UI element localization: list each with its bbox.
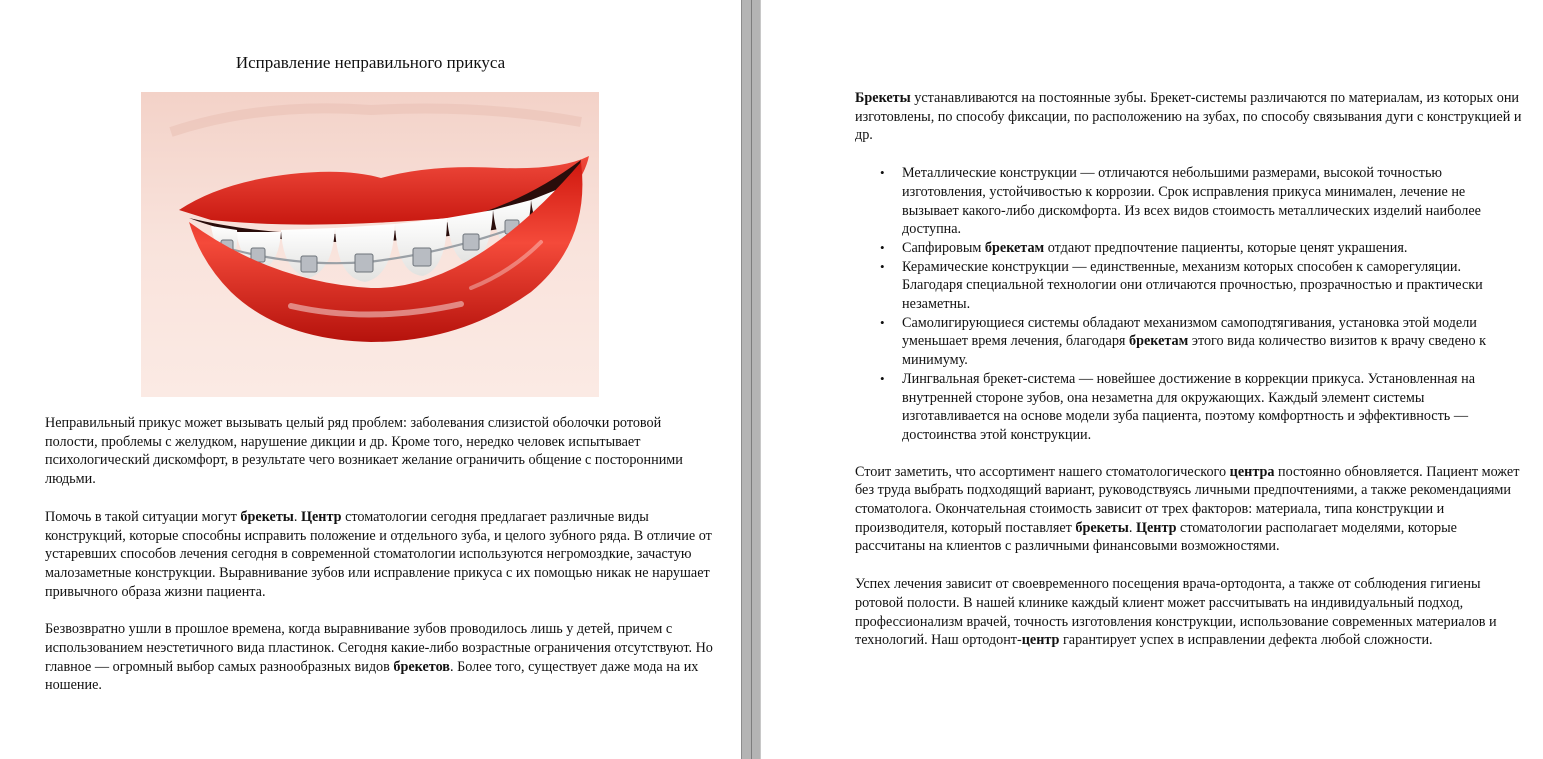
text-run: постоянно обновляется. Пациент может без труда выбрать подходящий вариант, руководствуясь личными предпочтениями, а также рекомендациями стоматолога. Окончательная стоимость зависит от трех факторов: материала, типа конструкции и производителя, который поставляет xyxy=(855,463,1520,536)
paragraph xyxy=(45,508,715,602)
bold-term: Центр xyxy=(1135,519,1177,536)
right-body-text xyxy=(855,89,1525,669)
text-run: Сапфировым xyxy=(902,239,985,256)
bullet-icon: • xyxy=(880,239,885,255)
paragraph xyxy=(855,575,1525,650)
bold-term: брекетов xyxy=(393,658,450,675)
text-run: Стоит заметить, что ассортимент нашего стоматологического xyxy=(855,463,1230,480)
bold-term: брекетам xyxy=(984,239,1045,256)
list-item xyxy=(880,314,1525,370)
document-page-left xyxy=(0,0,741,759)
text-run: Лингвальная брекет-система — новейшее достижение в коррекции прикуса. Установленная на внутренней стороне зубов, она незаметна для окружающих. Каждый элемент системы изготавливается на основе модели зуба пациента, поэтому комфортность и эффективность — достоинства этой конструкции. xyxy=(902,370,1476,443)
bold-term: центр xyxy=(1021,632,1060,649)
bullet-icon: • xyxy=(880,165,885,181)
text-run: Безвозвратно ушли в прошлое времена, когда выравнивание зубов проводилось лишь у детей, причем с использованием неэстетичного вида пластинок. Сегодня какие-либо возрастные ограничения отсутствуют. Но главное — огромный выбор самых разнообразных видов xyxy=(45,621,713,675)
text-run: стоматологии располагает моделями, которые рассчитаны на клиентов с различными финансовыми возможностями. xyxy=(855,519,1457,555)
bullet-icon: • xyxy=(880,258,885,274)
braces-types-list xyxy=(855,164,1525,445)
text-run: Неправильный прикус может вызывать целый ряд проблем: заболевания слизистой оболочки ротовой полости, проблемы с желудком, нарушение дикции и др. Кроме того, нередко человек испытывает психологический дискомфорт, в результате чего возникает желание ограничить общение с посторонними людьми. xyxy=(45,415,683,488)
page-title: Исправление неправильного прикуса xyxy=(235,53,506,72)
bold-term: центра xyxy=(1229,463,1275,480)
text-run: Успех лечения зависит от своевременного посещения врача-ортодонта, а также от соблюдения гигиены ротовой полости. В нашей клинике каждый клиент может рассчитывать на индивидуальный подход, профессионализм врачей, точность изготовления конструкции, использование современных материалов и технологий. Наш ортодонт- xyxy=(855,576,1497,649)
text-run: отдают предпочтение пациенты, которые ценят украшения. xyxy=(1044,239,1408,256)
text-run: . xyxy=(293,508,301,525)
intro-paragraph xyxy=(855,89,1525,145)
list-item xyxy=(880,164,1525,239)
bold-term: Брекеты xyxy=(855,90,911,106)
paragraph xyxy=(855,463,1525,557)
text-run: устанавливаются на постоянные зубы. Брекет-системы различаются по материалам, из которых они изготовлены, по способу фиксации, по расположению на зубах, по способу связывания дуги с конструкцией и др. xyxy=(855,90,1522,144)
text-run: Керамические конструкции — единственные, механизм которых способен к саморегуляции. Благодаря специальной технологии они отличаются прочностью, прозрачностью и практически незаметны. xyxy=(902,258,1483,313)
smile-braces-photo xyxy=(141,92,599,397)
text-run: этого вида количество визитов к врачу сведено к минимуму. xyxy=(902,333,1487,369)
left-body-text xyxy=(45,414,715,714)
paragraph xyxy=(45,414,715,489)
text-run: . Более того, существует даже мода на их ношение. xyxy=(45,658,699,694)
page-gutter xyxy=(741,0,761,759)
bullet-icon: • xyxy=(880,314,885,330)
bold-term: брекеты xyxy=(1075,519,1129,536)
bold-term: брекеты xyxy=(240,508,294,525)
text-run: Помочь в такой ситуации могут xyxy=(45,508,241,525)
bold-term: брекетам xyxy=(1129,333,1189,350)
text-run: Металлические конструкции — отличаются небольшими размерами, высокой точностью изготовления, устойчивостью к коррозии. Срок исправления прикуса минимален, лечение не вызывает какого-либо дискомфорта. Из всех видов стоимость металлических изделий наиболее доступна. xyxy=(902,165,1481,238)
list-item xyxy=(880,370,1525,445)
text-run: гарантирует успех в исправлении дефекта любой сложности. xyxy=(1059,632,1433,649)
text-run: стоматологии сегодня предлагает различные виды конструкций, которые способны исправить положение и отдельного зуба, и целого зубного ряда. В отличие от устаревших способов лечения сегодня в современной стоматологии используются негромоздкие, зачастую малозаметные конструкции. Выравнивание зубов или исправление прикуса с их помощью никак не нарушает привычного образа жизни пациента. xyxy=(45,508,712,600)
paragraph xyxy=(45,620,715,695)
text-run: Самолигирующиеся системы обладают механизмом самоподтягивания, установка этой модели уменьшает время лечения, благодаря xyxy=(902,314,1477,350)
bold-term: Центр xyxy=(300,508,342,525)
text-run: . xyxy=(1128,519,1136,536)
bullet-icon: • xyxy=(880,370,885,386)
list-item xyxy=(880,258,1525,314)
document-page-right xyxy=(761,0,1543,759)
list-item xyxy=(880,239,1525,258)
